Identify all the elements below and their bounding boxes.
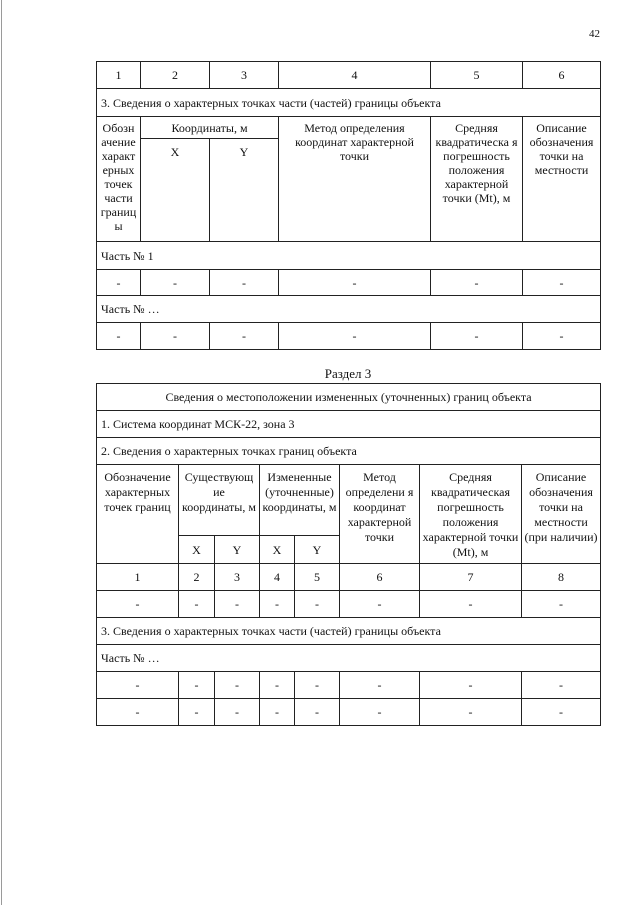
table-cell: - — [522, 672, 601, 699]
table-cell: - — [340, 672, 420, 699]
table-cell: - — [523, 323, 601, 350]
page-number: 42 — [589, 28, 600, 40]
col-number: 4 — [260, 564, 295, 591]
table-cell: - — [179, 591, 215, 618]
header-coordinates: Координаты, м — [141, 117, 279, 139]
table-cell: - — [215, 591, 260, 618]
table-cell: - — [141, 270, 210, 296]
table-cell: - — [97, 672, 179, 699]
col-number: 6 — [340, 564, 420, 591]
table-row-header-1 — [97, 465, 601, 536]
table-row — [97, 699, 601, 726]
table-cell: - — [260, 699, 295, 726]
header-y: Y — [210, 139, 279, 242]
header-error: Средняя квадратическа я погрешность положения характерной точки (Mt), м — [431, 117, 523, 242]
section-heading: 3. Сведения о характерных точках части (частей) границы объекта — [97, 89, 601, 117]
table-row — [97, 591, 601, 618]
col-number: 1 — [97, 62, 141, 89]
part-points-heading: 3. Сведения о характерных точках части (частей) границы объекта — [97, 618, 601, 645]
col-number: 2 — [141, 62, 210, 89]
table-cell: - — [97, 323, 141, 350]
table-cell: - — [97, 699, 179, 726]
col-number: 2 — [179, 564, 215, 591]
header-existing-coordinates: Существующ ие координаты, м — [179, 465, 260, 536]
header-changed-coordinates: Измененные (уточненные) координаты, м — [260, 465, 340, 536]
col-number: 5 — [295, 564, 340, 591]
table-cell: - — [431, 270, 523, 296]
table-cell: - — [210, 270, 279, 296]
table-cell: - — [523, 270, 601, 296]
table-cell: - — [295, 591, 340, 618]
table-cell: - — [295, 672, 340, 699]
table-cell: - — [420, 591, 522, 618]
points-heading: 2. Сведения о характерных точках границ объекта — [97, 438, 601, 465]
table-cell: - — [431, 323, 523, 350]
table-row-header-1 — [97, 117, 601, 139]
table-row-part-label — [97, 242, 601, 270]
table-row-column-numbers — [97, 62, 601, 89]
table-row-points-heading — [97, 438, 601, 465]
table-cell: - — [279, 270, 431, 296]
col-number: 8 — [522, 564, 601, 591]
part-label: Часть № … — [97, 645, 601, 672]
col-number: 1 — [97, 564, 179, 591]
table-caption: Сведения о местоположении измененных (уточненных) границ объекта — [97, 384, 601, 411]
table-cell: - — [260, 591, 295, 618]
table-cell: - — [522, 591, 601, 618]
header-x: X — [141, 139, 210, 242]
table-row — [97, 270, 601, 296]
table-cell: - — [179, 699, 215, 726]
table-cell: - — [260, 672, 295, 699]
table-row-coord-system — [97, 411, 601, 438]
table-cell: - — [279, 323, 431, 350]
table-cell: - — [141, 323, 210, 350]
table-cell: - — [420, 699, 522, 726]
coord-system: 1. Система координат МСК-22, зона 3 — [97, 411, 601, 438]
table-cell: - — [295, 699, 340, 726]
table-row — [97, 672, 601, 699]
header-description: Описание обозначения точки на местности (при наличии) — [522, 465, 601, 564]
table-row-caption — [97, 384, 601, 411]
table-cell: - — [97, 591, 179, 618]
table-row-part-heading — [97, 618, 601, 645]
header-error: Средняя квадратическая погрешность положения характерной точки (Mt), м — [420, 465, 522, 564]
table-boundary-points — [96, 383, 601, 726]
table-row-section-heading — [97, 89, 601, 117]
header-y-changed: Y — [295, 536, 340, 564]
header-x-existing: X — [179, 536, 215, 564]
table-cell: - — [420, 672, 522, 699]
table-row-part-label — [97, 296, 601, 323]
part-label: Часть № 1 — [97, 242, 601, 270]
table-row-part-label — [97, 645, 601, 672]
table-cell: - — [215, 699, 260, 726]
col-number: 6 — [523, 62, 601, 89]
part-label: Часть № … — [97, 296, 601, 323]
left-margin-rule — [1, 0, 2, 905]
table-cell: - — [179, 672, 215, 699]
table-row-column-numbers — [97, 564, 601, 591]
table-cell: - — [210, 323, 279, 350]
col-number: 4 — [279, 62, 431, 89]
header-y-existing: Y — [215, 536, 260, 564]
table-cell: - — [97, 270, 141, 296]
table-row — [97, 323, 601, 350]
table-part-points — [96, 61, 601, 350]
table-cell: - — [340, 591, 420, 618]
header-method: Метод определени я координат характерной точки — [340, 465, 420, 564]
col-number: 5 — [431, 62, 523, 89]
header-x-changed: X — [260, 536, 295, 564]
col-number: 3 — [210, 62, 279, 89]
header-method: Метод определения координат характерной точки — [279, 117, 431, 242]
section-title: Раздел 3 — [324, 366, 372, 381]
col-number: 7 — [420, 564, 522, 591]
table-cell: - — [340, 699, 420, 726]
header-designation: Обозн ачение характ ерных точек части границ ы — [97, 117, 141, 242]
header-description: Описание обозначения точки на местности — [523, 117, 601, 242]
col-number: 3 — [215, 564, 260, 591]
table-cell: - — [522, 699, 601, 726]
table-cell: - — [215, 672, 260, 699]
header-designation: Обозначение характерных точек границ — [97, 465, 179, 564]
